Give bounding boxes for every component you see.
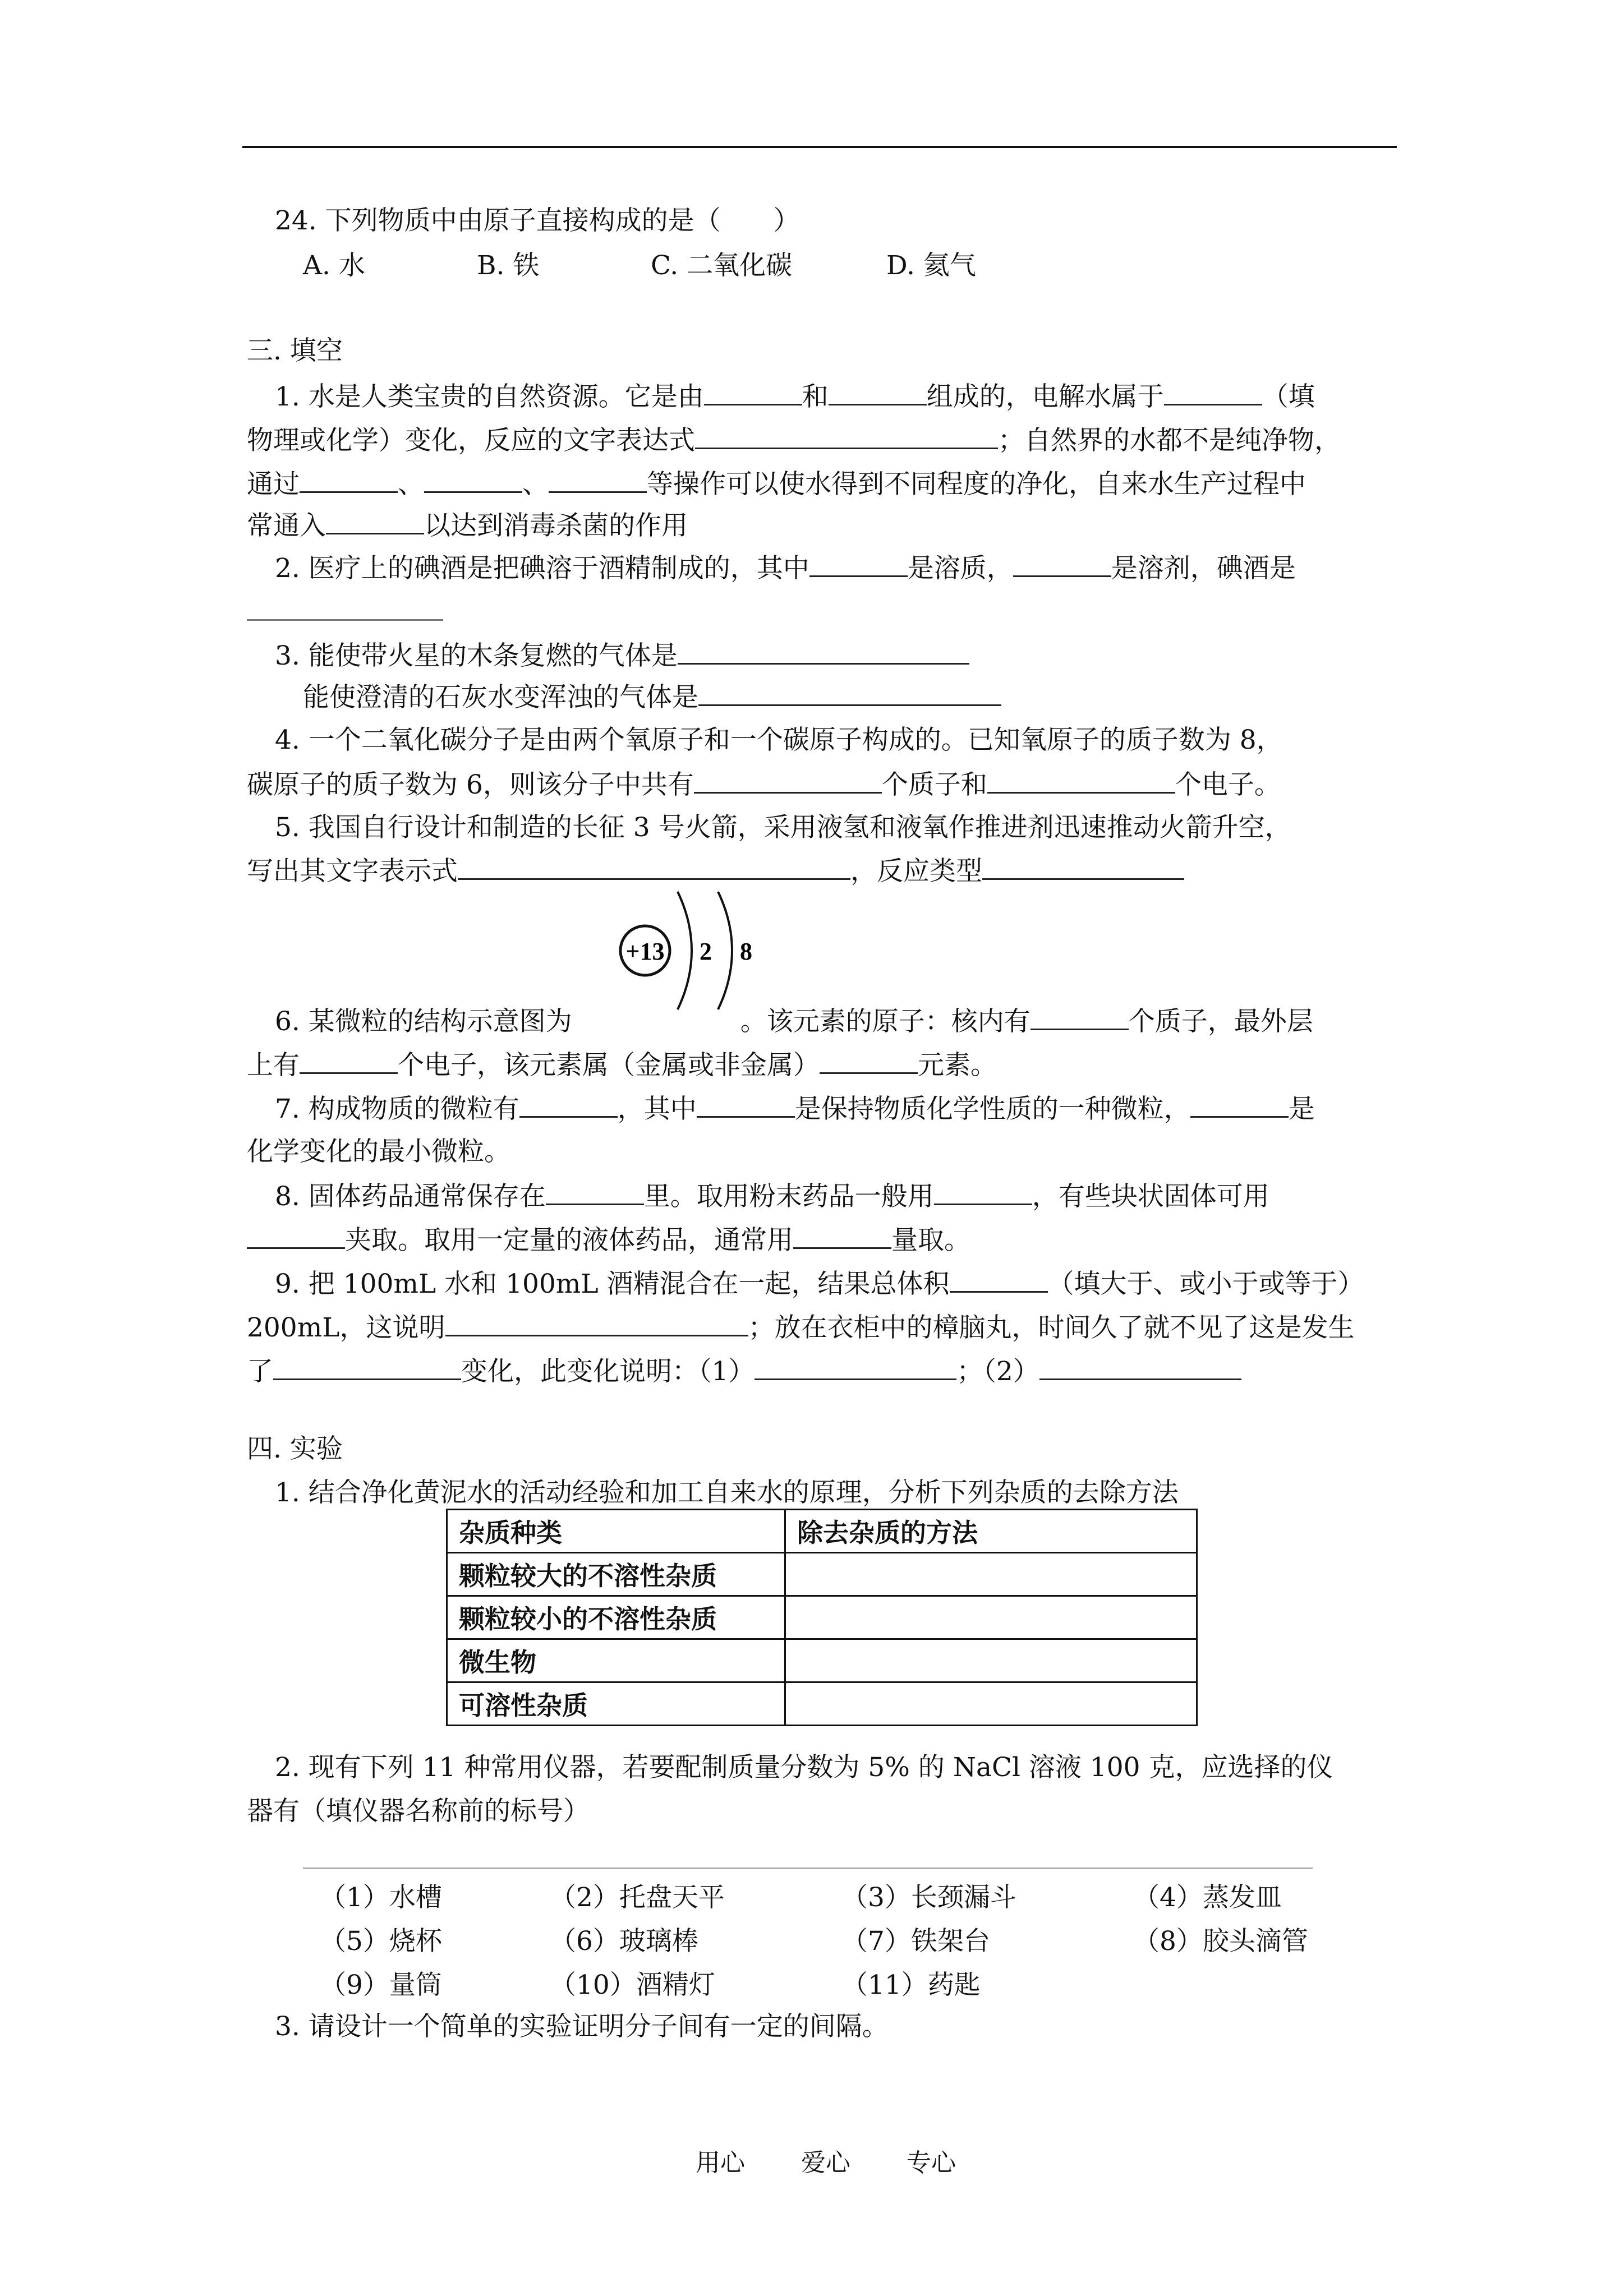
s4-q1-text: 1. 结合净化黄泥水的活动经验和加工自来水的原理，分析下列杂质的去除方法: [275, 1477, 1179, 1508]
blank: [458, 854, 850, 880]
blank: [987, 767, 1175, 794]
blank: [755, 1354, 956, 1380]
text: 能使澄清的石灰水变浑浊的气体是: [303, 682, 698, 713]
list-item: （11）药匙: [841, 1970, 981, 2000]
text: 和: [802, 381, 829, 412]
s3-q4-line2: [247, 767, 1281, 802]
page-footer: [696, 2142, 1012, 2178]
blank: [820, 1048, 918, 1074]
blank: [300, 1048, 398, 1074]
electron-shell-2: [718, 892, 732, 1009]
s3-q1-line2: [247, 423, 1341, 458]
s3-q9-line3: [247, 1354, 1241, 1389]
list-item: （4）蒸发皿: [1133, 1882, 1282, 1913]
list-item: （6）玻璃棒: [550, 1926, 698, 1957]
instrument-row: [320, 1920, 1363, 1963]
impurity-table: [446, 1509, 1198, 1726]
blank: [326, 508, 424, 534]
s3-q1-line1: [275, 379, 1315, 414]
blank: [982, 854, 1184, 880]
text: 3. 能使带火星的木条复燃的气体是: [275, 640, 678, 671]
list-item: （10）酒精灯: [550, 1970, 715, 2000]
text: ；自然界的水都不是纯净物，: [998, 425, 1341, 456]
s3-q5-line1: 5. 我国自行设计和制造的长征 3 号火箭，采用液氢和液氧作推进剂迅速推动火箭升空，: [275, 812, 1291, 843]
blank: [704, 379, 802, 405]
text: （填: [1262, 381, 1315, 412]
s4-q3-text: 3. 请设计一个简单的实验证明分子间有一定的间隔。: [275, 2011, 889, 2042]
blank: [950, 1266, 1048, 1293]
atom-structure-diagram: [611, 886, 780, 1015]
q24-option-c: C. 二氧化碳: [651, 250, 793, 281]
footer-text: 爱心: [801, 2149, 850, 2177]
text: 物理或化学）变化，反应的文字表达式: [247, 425, 695, 456]
blank: [247, 1223, 345, 1249]
text: 上有: [247, 1050, 300, 1081]
text: 夹取。取用一定量的液体药品，通常用: [345, 1225, 793, 1256]
s3-q3-line1: [275, 638, 969, 673]
text: （填大于、或小于或等于）: [1047, 1269, 1364, 1299]
instrument-row: [320, 1963, 1363, 2007]
text: 9. 把 100mL 水和 100mL 酒精混合在一起，结果总体积: [275, 1269, 950, 1299]
text: 、: [522, 469, 549, 500]
table-cell: [785, 1682, 1197, 1726]
table-row: [447, 1553, 1197, 1596]
s3-q6-line2: [247, 1048, 997, 1082]
nucleus-charge: +13: [625, 938, 665, 965]
text: 6. 某微粒的结构示意图为: [275, 1006, 572, 1037]
blank: [678, 638, 969, 665]
table-row: [447, 1639, 1197, 1682]
s3-q7-line1: [275, 1091, 1315, 1126]
text: 组成的，电解水属于: [926, 381, 1164, 412]
text: ，反应类型: [850, 856, 982, 887]
s3-q7-line2: 化学变化的最小微粒。: [247, 1136, 510, 1167]
q24-option-b: B. 铁: [477, 250, 540, 281]
text: 个电子。: [1175, 769, 1281, 800]
s3-q6-line1: [275, 1004, 1313, 1039]
s3-q3-line2: [303, 680, 1001, 714]
text: 2. 医疗上的碘酒是把碘溶于酒精制成的，其中: [275, 553, 809, 584]
list-item: （8）胶头滴管: [1133, 1926, 1308, 1957]
blank: [793, 1223, 891, 1249]
text: 200mL，这说明: [247, 1312, 445, 1343]
text: 以达到消毒杀菌的作用: [424, 510, 688, 541]
s3-q2-line2: [247, 594, 443, 629]
text: 是保持物质化学性质的一种微粒，: [794, 1094, 1190, 1124]
section3-title: 三. 填空: [247, 335, 343, 366]
text: 个电子，该元素属（金属或非金属）: [398, 1050, 820, 1081]
q24-options: [303, 249, 976, 283]
blank: [519, 1091, 618, 1118]
blank: [829, 379, 927, 405]
text: 碳原子的质子数为 6，则该分子中共有: [247, 769, 694, 800]
table-cell: [785, 1596, 1197, 1639]
blank: [694, 767, 882, 794]
header-rule: [242, 146, 1397, 148]
blank: [445, 1310, 748, 1336]
s3-q1-line3: [247, 467, 1306, 501]
blank: [273, 1354, 461, 1380]
text: 个质子和: [881, 769, 987, 800]
text: 是溶剂，碘酒是: [1111, 553, 1296, 584]
blank: [300, 467, 398, 493]
text: 常通入: [247, 510, 326, 541]
blank: [424, 467, 522, 493]
blank: [698, 680, 1001, 706]
list-item: （2）托盘天平: [550, 1882, 725, 1913]
table-header-cell: 除去杂质的方法: [785, 1510, 1197, 1553]
s4-q2-line1: 2. 现有下列 11 种常用仪器，若要配制质量分数为 5% 的 NaCl 溶液 100 克，应选择的仪: [275, 1752, 1333, 1783]
text: 是: [1288, 1094, 1315, 1124]
table-cell: [785, 1639, 1197, 1682]
text: ，其中: [617, 1094, 697, 1124]
table-cell: 可溶性杂质: [447, 1682, 785, 1726]
blank: [695, 423, 998, 449]
electron-shell-1: [678, 892, 692, 1009]
blank: [1030, 1004, 1129, 1030]
blank: [1164, 379, 1262, 405]
list-item: （7）铁架台: [841, 1926, 990, 1957]
table-cell: 微生物: [447, 1639, 785, 1682]
q24-stem: 24. 下列物质中由原子直接构成的是（ ）: [275, 205, 800, 236]
text: 元素。: [918, 1050, 997, 1081]
footer-text: 用心: [696, 2149, 745, 2177]
table-cell: [785, 1553, 1197, 1596]
s3-q8-line2: [247, 1223, 970, 1257]
text: 是溶质，: [907, 553, 1013, 584]
q24-option-a: A. 水: [303, 250, 365, 281]
table-row: [447, 1596, 1197, 1639]
list-item: （5）烧杯: [320, 1926, 442, 1957]
text: 等操作可以使水得到不同程度的净化，自来水生产过程中: [647, 469, 1306, 500]
answer-line: [303, 1868, 1313, 1869]
text: 通过: [247, 469, 300, 500]
blank: [546, 1179, 644, 1205]
footer-text: 专心: [907, 2149, 956, 2177]
blank: [1039, 1354, 1241, 1380]
text: 里。取用粉末药品一般用: [643, 1181, 934, 1212]
table-row: [447, 1682, 1197, 1726]
text: 个质子，最外层: [1128, 1006, 1313, 1037]
list-item: （1）水槽: [320, 1882, 442, 1913]
text: 1. 水是人类宝贵的自然资源。它是由: [275, 381, 704, 412]
s3-q2-line1: [275, 551, 1296, 585]
instrument-list: [320, 1876, 1363, 2007]
s3-q9-line2: [247, 1310, 1355, 1345]
blank: [1013, 551, 1111, 577]
shell2-electrons: 8: [740, 938, 752, 965]
text: 写出其文字表示式: [247, 856, 458, 887]
blank: [934, 1179, 1032, 1205]
instrument-row: [320, 1876, 1363, 1920]
table-header-cell: 杂质种类: [447, 1510, 785, 1553]
shell1-electrons: 2: [700, 938, 712, 965]
blank: [549, 467, 647, 493]
blank: [247, 594, 443, 621]
text: 了: [247, 1356, 273, 1387]
s3-q5-line2: [247, 854, 1184, 888]
blank: [1190, 1091, 1289, 1118]
text: 量取。: [891, 1225, 970, 1256]
section4-title: 四. 实验: [247, 1433, 343, 1464]
list-item: （9）量筒: [320, 1970, 442, 2000]
s3-q9-line1: [275, 1266, 1364, 1301]
text: 、: [398, 469, 424, 500]
table-cell: 颗粒较大的不溶性杂质: [447, 1553, 785, 1596]
text: ；放在衣柜中的樟脑丸，时间久了就不见了这是发生: [748, 1312, 1355, 1343]
text: 。该元素的原子：核内有: [740, 1006, 1030, 1037]
text: ；（2）: [956, 1356, 1039, 1387]
text: ，有些块状固体可用: [1032, 1181, 1269, 1212]
text: 7. 构成物质的微粒有: [275, 1094, 519, 1124]
s3-q8-line1: [275, 1179, 1269, 1214]
list-item: （3）长颈漏斗: [841, 1882, 1016, 1913]
s3-q4-line1: 4. 一个二氧化碳分子是由两个氧原子和一个碳原子构成的。已知氧原子的质子数为 8，: [275, 725, 1283, 755]
blank: [809, 551, 908, 577]
s3-q1-line4: [247, 508, 688, 543]
blank: [697, 1091, 795, 1118]
q24-option-d: D. 氦气: [886, 250, 976, 281]
text: 变化，此变化说明：（1）: [461, 1356, 755, 1387]
table-cell: 颗粒较小的不溶性杂质: [447, 1596, 785, 1639]
table-header-row: [447, 1510, 1197, 1553]
text: 8. 固体药品通常保存在: [275, 1181, 546, 1212]
s4-q2-line2: 器有（填仪器名称前的标号）: [247, 1796, 590, 1827]
